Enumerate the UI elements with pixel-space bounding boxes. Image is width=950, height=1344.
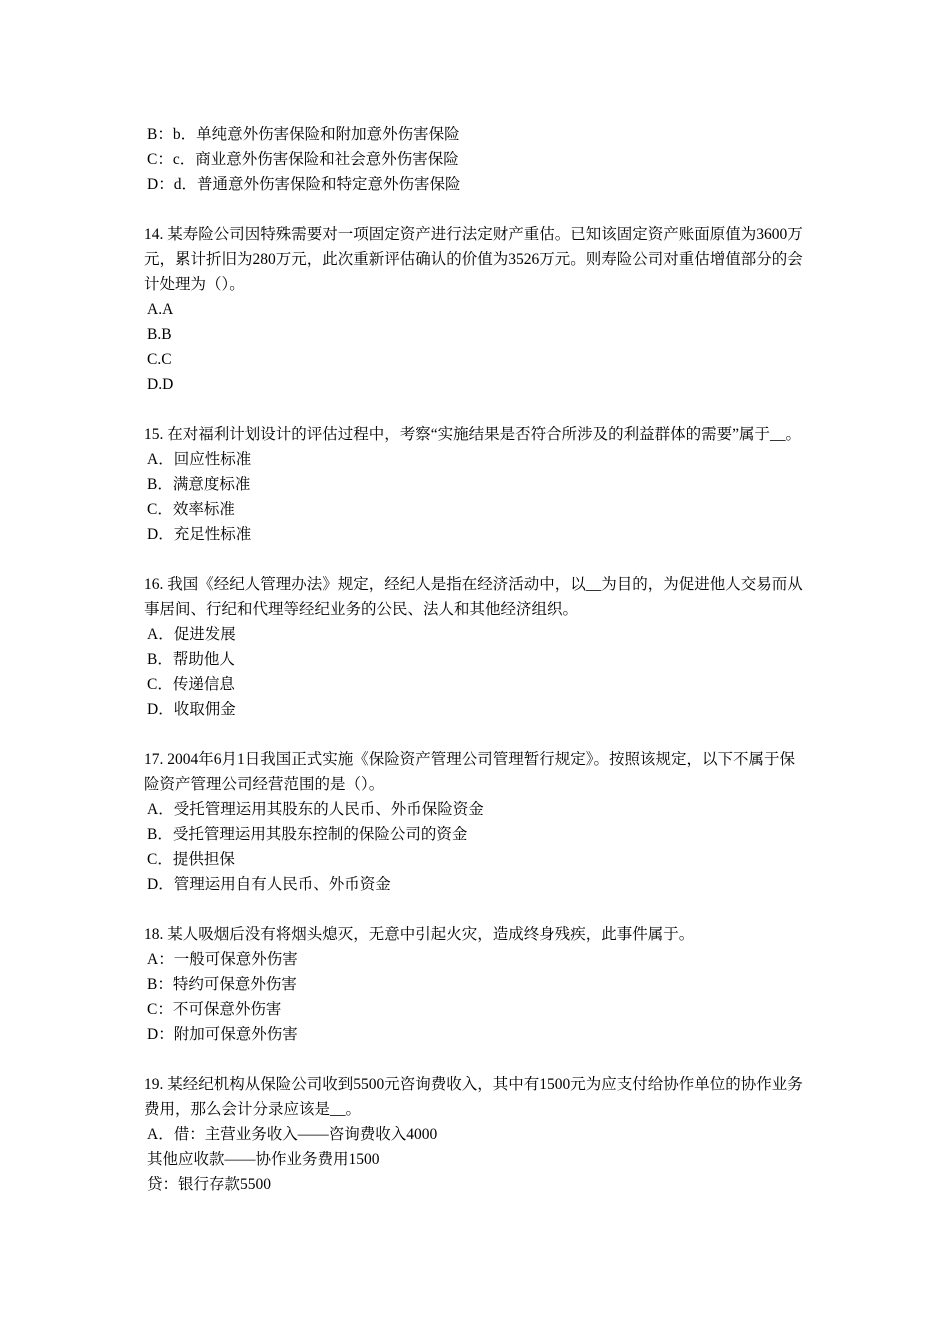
option-d: D.D bbox=[147, 376, 174, 393]
question-stem: 14. 某寿险公司因特殊需要对一项固定资产进行法定财产重估。已知该固定资产账面原值为3600万元，累计折旧为280万元，此次重新评估确认的价值为3526万元。则寿险公司对重估增值部分的会计处理为（）。 bbox=[144, 226, 803, 293]
question-18 bbox=[144, 922, 810, 1047]
question-14 bbox=[144, 222, 810, 397]
question-stem: 16. 我国《经纪人管理办法》规定，经纪人是指在经济活动中，以__为目的，为促进他人交易而从事居间、行纪和代理等经纪业务的公民、法人和其他经济组织。 bbox=[144, 576, 803, 618]
option-c: C．提供担保 bbox=[147, 851, 235, 868]
document-page bbox=[144, 122, 810, 1222]
option-a-line-2: 其他应收款——协作业务费用1500 bbox=[147, 1151, 380, 1168]
question-stem: 18. 某人吸烟后没有将烟头熄灭，无意中引起火灾，造成终身残疾，此事件属于。 bbox=[144, 926, 695, 943]
option-b: B．满意度标准 bbox=[147, 476, 251, 493]
option-c: C.C bbox=[147, 351, 172, 368]
question-stem: 17. 2004年6月1日我国正式实施《保险资产管理公司管理暂行规定》。按照该规定，以下不属于保险资产管理公司经营范围的是（）。 bbox=[144, 751, 796, 793]
option-b: B．受托管理运用其股东控制的保险公司的资金 bbox=[147, 826, 468, 843]
option-b: B．帮助他人 bbox=[147, 651, 235, 668]
question-stem: 19. 某经纪机构从保险公司收到5500元咨询费收入，其中有1500元为应支付给协作单位的协作业务费用，那么会计分录应该是__。 bbox=[144, 1076, 803, 1118]
question-15 bbox=[144, 422, 810, 547]
option-a: A.A bbox=[147, 301, 174, 318]
option-d: D：附加可保意外伤害 bbox=[147, 1026, 298, 1043]
question-16 bbox=[144, 572, 810, 722]
option-a-line-3: 贷：银行存款5500 bbox=[147, 1176, 272, 1193]
question-13-options bbox=[144, 122, 810, 197]
question-17 bbox=[144, 747, 810, 897]
option-b: B：b．单纯意外伤害保险和附加意外伤害保险 bbox=[147, 126, 460, 143]
option-c: C：c．商业意外伤害保险和社会意外伤害保险 bbox=[147, 151, 459, 168]
option-a: A．回应性标准 bbox=[147, 451, 252, 468]
option-b: B.B bbox=[147, 326, 172, 343]
option-d: D：d．普通意外伤害保险和特定意外伤害保险 bbox=[147, 176, 461, 193]
option-a: A．借：主营业务收入——咨询费收入4000 bbox=[147, 1126, 438, 1143]
option-d: D．管理运用自有人民币、外币资金 bbox=[147, 876, 391, 893]
option-c: C：不可保意外伤害 bbox=[147, 1001, 282, 1018]
option-a: A．受托管理运用其股东的人民币、外币保险资金 bbox=[147, 801, 484, 818]
option-c: C．传递信息 bbox=[147, 676, 235, 693]
question-19 bbox=[144, 1072, 810, 1197]
option-d: D．充足性标准 bbox=[147, 526, 252, 543]
option-a: A．促进发展 bbox=[147, 626, 236, 643]
option-a: A：一般可保意外伤害 bbox=[147, 951, 298, 968]
option-c: C．效率标准 bbox=[147, 501, 235, 518]
option-d: D．收取佣金 bbox=[147, 701, 236, 718]
option-b: B：特约可保意外伤害 bbox=[147, 976, 297, 993]
question-stem: 15. 在对福利计划设计的评估过程中，考察“实施结果是否符合所涉及的利益群体的需要”属于__。 bbox=[144, 426, 802, 443]
